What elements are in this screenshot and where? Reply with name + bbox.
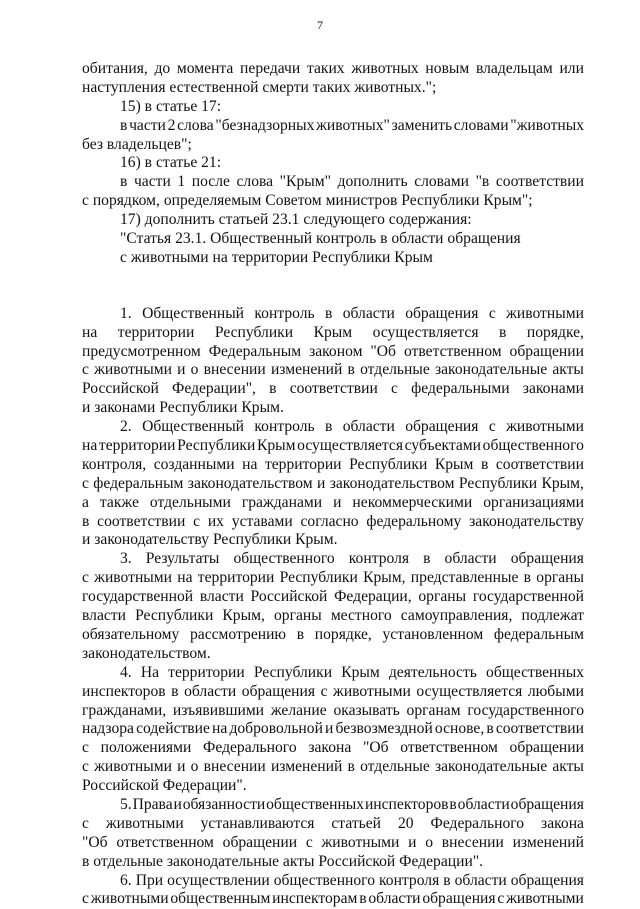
text-line: с животными общественным инспекторам в области обращения с животными: [82, 890, 584, 908]
text-line: наступления естественной смерти таких животных.";: [82, 78, 437, 96]
text-line: обязательному рассмотрению в порядке, установленном федеральным: [82, 625, 584, 643]
text-line: "Об ответственном обращении с животными и о внесении изменений: [82, 833, 584, 851]
text-line: в отдельные законодательные акты Российской Федерации".: [82, 852, 484, 870]
text-line: на территории Республики Крым осуществляется субъектами общественного: [82, 437, 584, 455]
text-line: и законодательству Республики Крым.: [82, 531, 338, 549]
text-line: законодательством.: [82, 644, 211, 662]
document-body: [82, 60, 584, 909]
text-line: с федеральным законодательством и законодательством Республики Крым,: [82, 474, 584, 492]
text-line: в части 2 слова "безнадзорных животных" заменить словами "животных: [120, 116, 584, 134]
text-line: 15) в статье 17:: [120, 97, 222, 115]
text-line: 6. При осуществлении общественного контроля в области обращения: [120, 871, 584, 889]
text-line: с животными на территории Республики Крым: [120, 248, 433, 266]
text-line: а также отдельными гражданами и некоммерческими организациями: [82, 493, 584, 511]
text-line: с животными устанавливаются статьей 20 Федерального закона: [82, 814, 584, 832]
text-line: 3. Результаты общественного контроля в области обращения: [120, 550, 584, 568]
text-line: на территории Республики Крым осуществляется в порядке,: [82, 323, 584, 341]
text-line: обитания, до момента передачи таких животных новым владельцам или: [82, 60, 584, 77]
text-line: с животными и о внесении изменений в отдельные законодательные акты: [82, 361, 584, 379]
text-line: без владельцев";: [82, 135, 192, 153]
text-line: 1. Общественный контроль в области обращения с животными: [120, 304, 584, 322]
text-line: государственной власти Российской Федерации, органы государственной: [82, 588, 584, 606]
text-line: 17) дополнить статьей 23.1 следующего содержания:: [120, 211, 472, 229]
text-line: гражданами, изъявившими желание оказывать органам государственного: [82, 701, 584, 719]
text-line: с животными на территории Республики Крым, представленные в органы: [82, 569, 584, 587]
text-line: и законами Республики Крым.: [82, 399, 284, 417]
text-line: с порядком, определяемым Советом министров Республики Крым";: [82, 192, 533, 210]
text-line: 5. Права и обязанности общественных инспекторов в области обращения: [120, 795, 584, 813]
text-line: власти Республики Крым, органы местного самоуправления, подлежат: [82, 607, 584, 625]
text-line: в части 1 после слова "Крым" дополнить словами "в соответствии: [120, 173, 584, 191]
text-line: инспекторов в области обращения с животными осуществляется любыми: [82, 682, 584, 700]
text-line: 2. Общественный контроль в области обращения с животными: [120, 418, 584, 436]
text-line: предусмотренном Федеральным законом "Об ответственном обращении: [82, 342, 584, 360]
text-line: "Статья 23.1. Общественный контроль в области обращения: [120, 230, 521, 248]
text-line: 16) в статье 21:: [120, 154, 222, 172]
text-line: Российской Федерации".: [82, 777, 247, 795]
text-line: с животными и о внесении изменений в отдельные законодательные акты: [82, 758, 584, 776]
text-line: надзора содействие на добровольной и безвозмездной основе, в соответствии: [82, 720, 584, 738]
page-number: 7: [317, 18, 323, 32]
text-line: с положениями Федерального закона "Об ответственном обращении: [82, 739, 584, 757]
text-line: 4. На территории Республики Крым деятельность общественных: [120, 663, 584, 681]
text-line: контроля, созданными на территории Республики Крым в соответствии: [82, 455, 584, 473]
text-line: Российской Федерации", в соответствии с федеральными законами: [82, 380, 584, 398]
paragraph-gap: [82, 268, 584, 305]
text-line: в соответствии с их уставами согласно федеральному законодательству: [82, 512, 584, 530]
